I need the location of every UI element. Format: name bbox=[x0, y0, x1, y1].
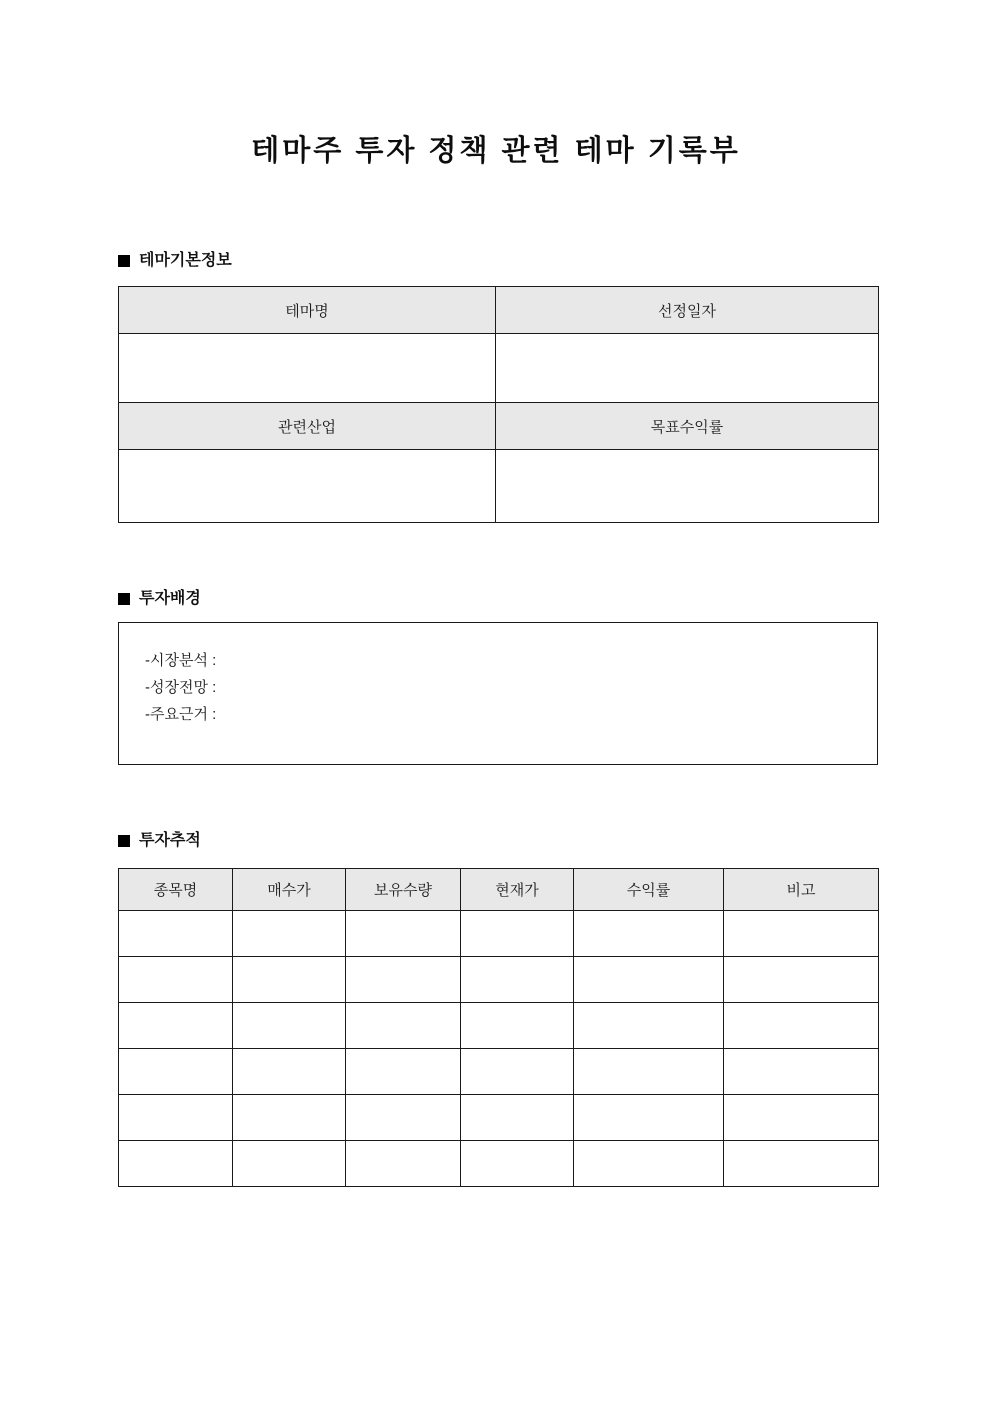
section-heading-investment-background bbox=[118, 588, 201, 610]
table-cell[interactable] bbox=[233, 1095, 346, 1141]
table-cell[interactable] bbox=[461, 957, 574, 1003]
table-cell[interactable] bbox=[461, 1049, 574, 1095]
table-row bbox=[119, 334, 879, 403]
section-heading-basic-info-label: 테마기본정보 bbox=[139, 252, 232, 269]
square-bullet-icon bbox=[118, 835, 130, 847]
table-cell[interactable] bbox=[724, 1141, 879, 1187]
table-cell[interactable] bbox=[724, 1003, 879, 1049]
table-cell[interactable] bbox=[574, 911, 724, 957]
square-bullet-icon bbox=[118, 255, 130, 267]
table-cell[interactable] bbox=[461, 1141, 574, 1187]
header-cell-theme-name: 테마명 bbox=[119, 287, 496, 334]
table-cell[interactable] bbox=[574, 1141, 724, 1187]
table-cell[interactable] bbox=[724, 911, 879, 957]
investment-background-box[interactable] bbox=[118, 622, 878, 765]
table-cell[interactable] bbox=[233, 1141, 346, 1187]
table-cell[interactable] bbox=[346, 1095, 461, 1141]
table-row bbox=[119, 1095, 879, 1141]
table-cell[interactable] bbox=[724, 1049, 879, 1095]
background-line-market-analysis: -시장분석 : bbox=[145, 652, 217, 669]
investment-tracking-table bbox=[118, 868, 879, 1187]
background-line-key-rationale: -주요근거 : bbox=[145, 706, 217, 723]
table-cell[interactable] bbox=[724, 1095, 879, 1141]
input-cell-theme-name[interactable] bbox=[119, 334, 496, 403]
header-cell-current-price: 현재가 bbox=[461, 869, 574, 911]
table-cell[interactable] bbox=[119, 911, 233, 957]
square-bullet-icon bbox=[118, 593, 130, 605]
table-cell[interactable] bbox=[461, 1003, 574, 1049]
table-cell[interactable] bbox=[461, 1095, 574, 1141]
input-cell-related-industry[interactable] bbox=[119, 450, 496, 523]
table-row bbox=[119, 287, 879, 334]
table-cell[interactable] bbox=[346, 911, 461, 957]
table-row bbox=[119, 1003, 879, 1049]
basic-info-table bbox=[118, 286, 879, 523]
investment-tracking-body bbox=[119, 911, 879, 1187]
table-cell[interactable] bbox=[574, 1049, 724, 1095]
table-cell[interactable] bbox=[346, 1141, 461, 1187]
table-cell[interactable] bbox=[574, 957, 724, 1003]
input-cell-target-return[interactable] bbox=[496, 450, 879, 523]
header-cell-return-rate: 수익률 bbox=[574, 869, 724, 911]
header-cell-buy-price: 매수가 bbox=[233, 869, 346, 911]
table-cell[interactable] bbox=[233, 911, 346, 957]
section-heading-basic-info bbox=[118, 250, 232, 272]
header-cell-related-industry: 관련산업 bbox=[119, 403, 496, 450]
table-cell[interactable] bbox=[119, 1049, 233, 1095]
table-cell[interactable] bbox=[346, 1049, 461, 1095]
section-heading-investment-background-label: 투자배경 bbox=[139, 590, 201, 607]
page-title: 테마주 투자 정책 관련 테마 기록부 bbox=[251, 135, 741, 167]
input-cell-selection-date[interactable] bbox=[496, 334, 879, 403]
table-cell[interactable] bbox=[119, 1003, 233, 1049]
section-heading-investment-tracking bbox=[118, 830, 201, 852]
section-heading-investment-tracking-label: 투자추적 bbox=[139, 832, 201, 849]
table-cell[interactable] bbox=[233, 1003, 346, 1049]
table-header-row bbox=[119, 869, 879, 911]
table-row bbox=[119, 403, 879, 450]
table-row bbox=[119, 1141, 879, 1187]
header-cell-remarks: 비고 bbox=[724, 869, 879, 911]
table-cell[interactable] bbox=[724, 957, 879, 1003]
table-cell[interactable] bbox=[119, 1095, 233, 1141]
table-row bbox=[119, 1049, 879, 1095]
background-line-growth-outlook: -성장전망 : bbox=[145, 679, 217, 696]
header-cell-selection-date: 선정일자 bbox=[496, 287, 879, 334]
table-cell[interactable] bbox=[346, 1003, 461, 1049]
table-cell[interactable] bbox=[346, 957, 461, 1003]
table-cell[interactable] bbox=[574, 1003, 724, 1049]
table-cell[interactable] bbox=[233, 1049, 346, 1095]
table-row bbox=[119, 957, 879, 1003]
table-row bbox=[119, 450, 879, 523]
table-cell[interactable] bbox=[233, 957, 346, 1003]
header-cell-target-return: 목표수익률 bbox=[496, 403, 879, 450]
table-cell[interactable] bbox=[119, 1141, 233, 1187]
header-cell-stock-name: 종목명 bbox=[119, 869, 233, 911]
table-cell[interactable] bbox=[574, 1095, 724, 1141]
table-cell[interactable] bbox=[119, 957, 233, 1003]
table-row bbox=[119, 911, 879, 957]
table-cell[interactable] bbox=[461, 911, 574, 957]
header-cell-holding-quantity: 보유수량 bbox=[346, 869, 461, 911]
